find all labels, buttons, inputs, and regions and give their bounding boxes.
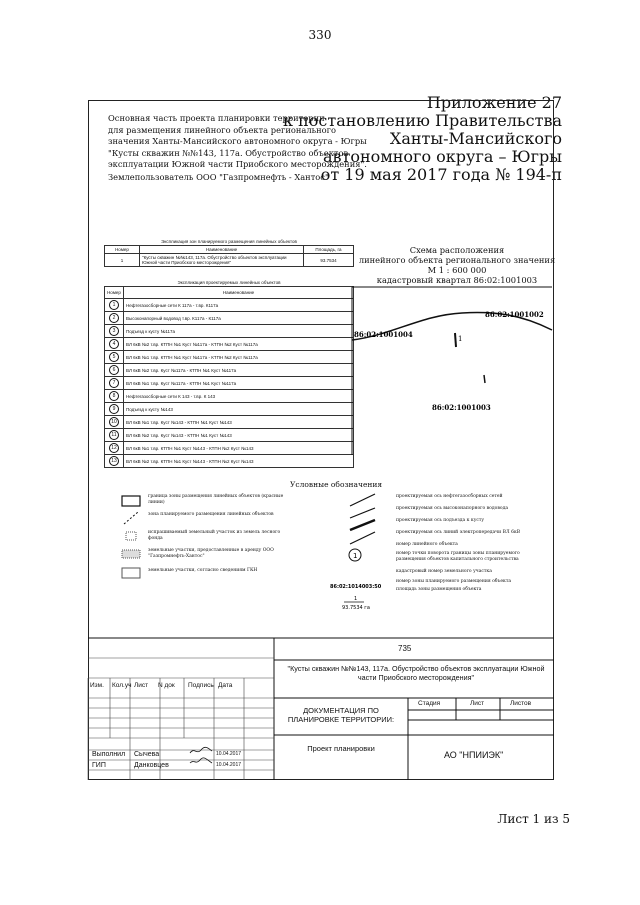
table-cell [105,403,124,416]
map-label-1003: 86:02:1001003 [432,403,491,412]
schema-caption [352,245,562,285]
object-number: 10 [109,417,119,427]
table-cell [105,325,124,338]
appendix-line: от 19 мая 2017 года № 194-п [320,165,562,184]
table-cell: ВЛ 6кВ №1 т.вр. Куст №143 - КТПН №1 Куст №143 [124,416,354,429]
table-cell [105,351,124,364]
table-header: Площадь, га [304,246,354,254]
table-row [105,429,354,442]
appendix-line: Ханты-Мансийского [389,129,562,148]
object-number: 8 [109,391,119,401]
table-row [105,377,354,390]
table-cell [105,364,124,377]
map-label-1002: 86:02:1001002 [485,310,544,319]
table-cell: "Кусты скважин №№143, 117а. Обустройство объектов эксплуатации Южной части Приобского месторождения" [140,254,304,267]
document-code: 735 [398,644,412,653]
map-zone-label: 1 [458,335,463,343]
land-user: Землепользователь ООО "Газпромнефть - Хантос" [108,172,329,182]
appendix-line: автономного округа – Югры [322,147,562,166]
table-cell [105,299,124,312]
description-line: "Кусты скважин №№143, 117а. Обустройство объектов [108,147,349,158]
description-line: для размещения линейного объекта регионального [108,124,336,135]
signer-date: 10.04.2017 [216,762,242,768]
legend-item: номер точки поворота границы зоны планируемого размещения объектов капитального строительства [396,551,520,562]
table-cell [105,377,124,390]
table-row [105,338,354,351]
table-row [105,325,354,338]
signer-role: Выполнил [92,751,126,758]
circle-number: 1 [353,552,358,560]
sample-area: 93.7534 га [342,605,370,611]
legend-left-symbols [118,494,148,584]
doc-title-line: ПЛАНИРОВКЕ ТЕРРИТОРИИ: [287,715,395,724]
stage-header: Стадия [418,700,441,707]
object-number: 5 [109,352,119,362]
table-cell [105,312,124,325]
table-cell: ВЛ 6кВ №1 т.вр. КТПН №1 Куст №143 - КТПН №2 Куст №143 [124,442,354,455]
objects-table [104,278,354,468]
legend-item: земельные участки, предоставленные в аренду ООО "Газпромнефть-Хантос" [148,548,274,559]
table-row [105,351,354,364]
legend-title: Условные обозначения [290,480,383,489]
table-cell: 93.7534 [304,254,354,267]
page-number: 330 [308,28,332,42]
appendix-line: Приложение 27 [426,93,562,112]
col-header: Подпись [188,682,214,689]
legend-item: проектируемая ось подъезда к кусту [396,518,485,523]
object-number: 9 [109,404,119,414]
table-cell [105,429,124,442]
schema-scale: М 1 : 600 000 [427,265,487,275]
col-header: Дата [218,682,233,689]
col-header: Изм. [90,682,104,689]
table-cell: ВЛ 6кВ №1 т.вр. КТПН №1 Куст №117а - КТПН №2 Куст №117а [124,351,354,364]
legend-item: граница зоны размещения линейных объектов (красные линии) [148,494,284,505]
table-row [105,390,354,403]
zones-table-caption: Экспликация зон планируемого размещения линейных объектов [161,239,297,244]
table-row [105,416,354,429]
sample-cadastral: 86:02:1014003:50 [330,584,382,590]
objects-table-caption: Экспликация проектируемых линейных объектов [177,279,281,285]
legend-right-symbols [330,492,395,612]
table-cell [105,442,124,455]
signature-mark [188,757,214,767]
gkn-plot-symbol [122,568,140,578]
legend-item: кадастровый номер земельного участка [396,569,492,574]
object-number: 2 [109,313,119,323]
legend-left [148,494,288,574]
legend-item: номер линейного объекта [396,542,458,547]
zones-table [104,238,354,267]
table-row [105,299,354,312]
revision-headers [90,682,245,689]
description-line: Основная часть проекта планировки территории [108,113,325,123]
company-name: АО "НПИИЭК" [444,750,504,760]
doc-title-line: ДОКУМЕНТАЦИЯ ПО [303,706,379,715]
object-number: 4 [109,339,119,349]
legend-item: площадь зоны размещения объекта [396,587,482,592]
legend-right [396,494,541,593]
zone-marker [455,333,456,347]
table-row [105,442,354,455]
table-cell [105,455,124,468]
location-map [352,285,552,455]
object-number: 12 [109,443,119,453]
table-cell: ВЛ 6кВ №1 т.вр. Куст №117а - КТПН №1 Куст №117а [124,377,354,390]
section-name: Проект планировки [307,744,375,753]
sheet-header: Лист [470,700,485,707]
col-header: N док [158,682,175,689]
forest-plot-symbol [126,532,136,540]
col-header: Кол.уч [112,682,132,689]
project-description [108,113,367,171]
schema-subtitle: линейного объекта регионального значения [358,255,556,265]
legend-item: испрашиваемый земельный участок из земель лесного фонда [148,530,281,541]
table-cell: Высоконапорный водовод т.вр. К117а - К117а [124,312,354,325]
schema-title: Схема расположения [409,245,505,255]
table-row [105,364,354,377]
table-header: Наименование [124,287,354,299]
legend-item: земельные участки, согласно сведениям ГКН [148,568,258,573]
legend-item: проектируемая ось нефтегазосборных сетей [396,494,503,499]
table-cell [105,416,124,429]
table-cell: ВЛ 6кВ №2 т.вр. Куст №117а - КТПН №1 Куст №117а [124,364,354,377]
table-row [105,455,354,468]
zone-symbol [124,512,138,524]
table-cell [105,390,124,403]
table-cell: Подъезд к кусту №117а [124,325,354,338]
table-header: Номер [105,246,140,254]
schema-quarter: кадастровый квартал 86:02:1001003 [376,275,538,285]
object-number: 3 [109,326,119,336]
legend-item: проектируемая ось линий электропередачи ВЛ 6кВ [396,530,521,535]
project-name: "Кусты скважин №№143, 117а. Обустройство объектов эксплуатации Южной части Приобского месторождения" [287,664,545,682]
map-label-1004: 86:02:1001004 [354,330,413,339]
signer-name: Данковцев [134,762,169,769]
table-cell: 1 [105,254,140,267]
object-number: 1 [109,300,119,310]
lease-plot-symbol [122,550,140,558]
sheets-header: Листов [510,700,532,707]
appendix-line: к постановлению Правительства [283,111,562,130]
table-cell: ВЛ 6кВ №2 т.вр. КТПН №1 Куст №117а - КТПН №2 Куст №117а [124,338,354,351]
table-header: Наименование [140,246,304,254]
col-header: Лист [134,682,149,689]
description-line: эксплуатации Южной части Приобского месторождения". [108,159,367,169]
legend-item: проектируемая ось высоконапорного водовода [396,506,509,511]
table-cell: Нефтегазосборные сети К 117а - т.вр. К117а [124,299,354,312]
signer-date: 10.04.2017 [216,751,242,757]
table-row [105,312,354,325]
table-cell: Нефтегазосборные сети К 143 - т.вр. К 143 [124,390,354,403]
doc-title [274,706,408,724]
sample-zone-number: 1 [354,596,358,602]
signer-name: Сычева [134,751,160,758]
table-cell: ВЛ 6кВ №2 т.вр. Куст №143 - КТПН №1 Куст №143 [124,429,354,442]
table-cell: Подъезд к кусту №143 [124,403,354,416]
legend-item: номер зоны планируемого размещения объекта [396,579,512,584]
table-cell [105,338,124,351]
sheet-number: Лист 1 из 5 [497,812,570,826]
description-line: значения Ханты-Мансийского автономного округа - Югры [108,136,367,146]
signer-role: ГИП [92,762,106,769]
red-line-symbol [122,496,140,506]
table-cell: ВЛ 6кВ №2 т.вр. КТПН №1 Куст №143 - КТПН №2 Куст №143 [124,455,354,468]
object-number: 13 [109,456,119,466]
object-number: 7 [109,378,119,388]
object-number: 6 [109,365,119,375]
signature-mark [188,746,214,756]
legend-item: зона планируемого размещения линейных объектов [148,512,274,517]
table-row [105,403,354,416]
table-header: Номер [105,287,124,299]
object-number: 11 [109,430,119,440]
